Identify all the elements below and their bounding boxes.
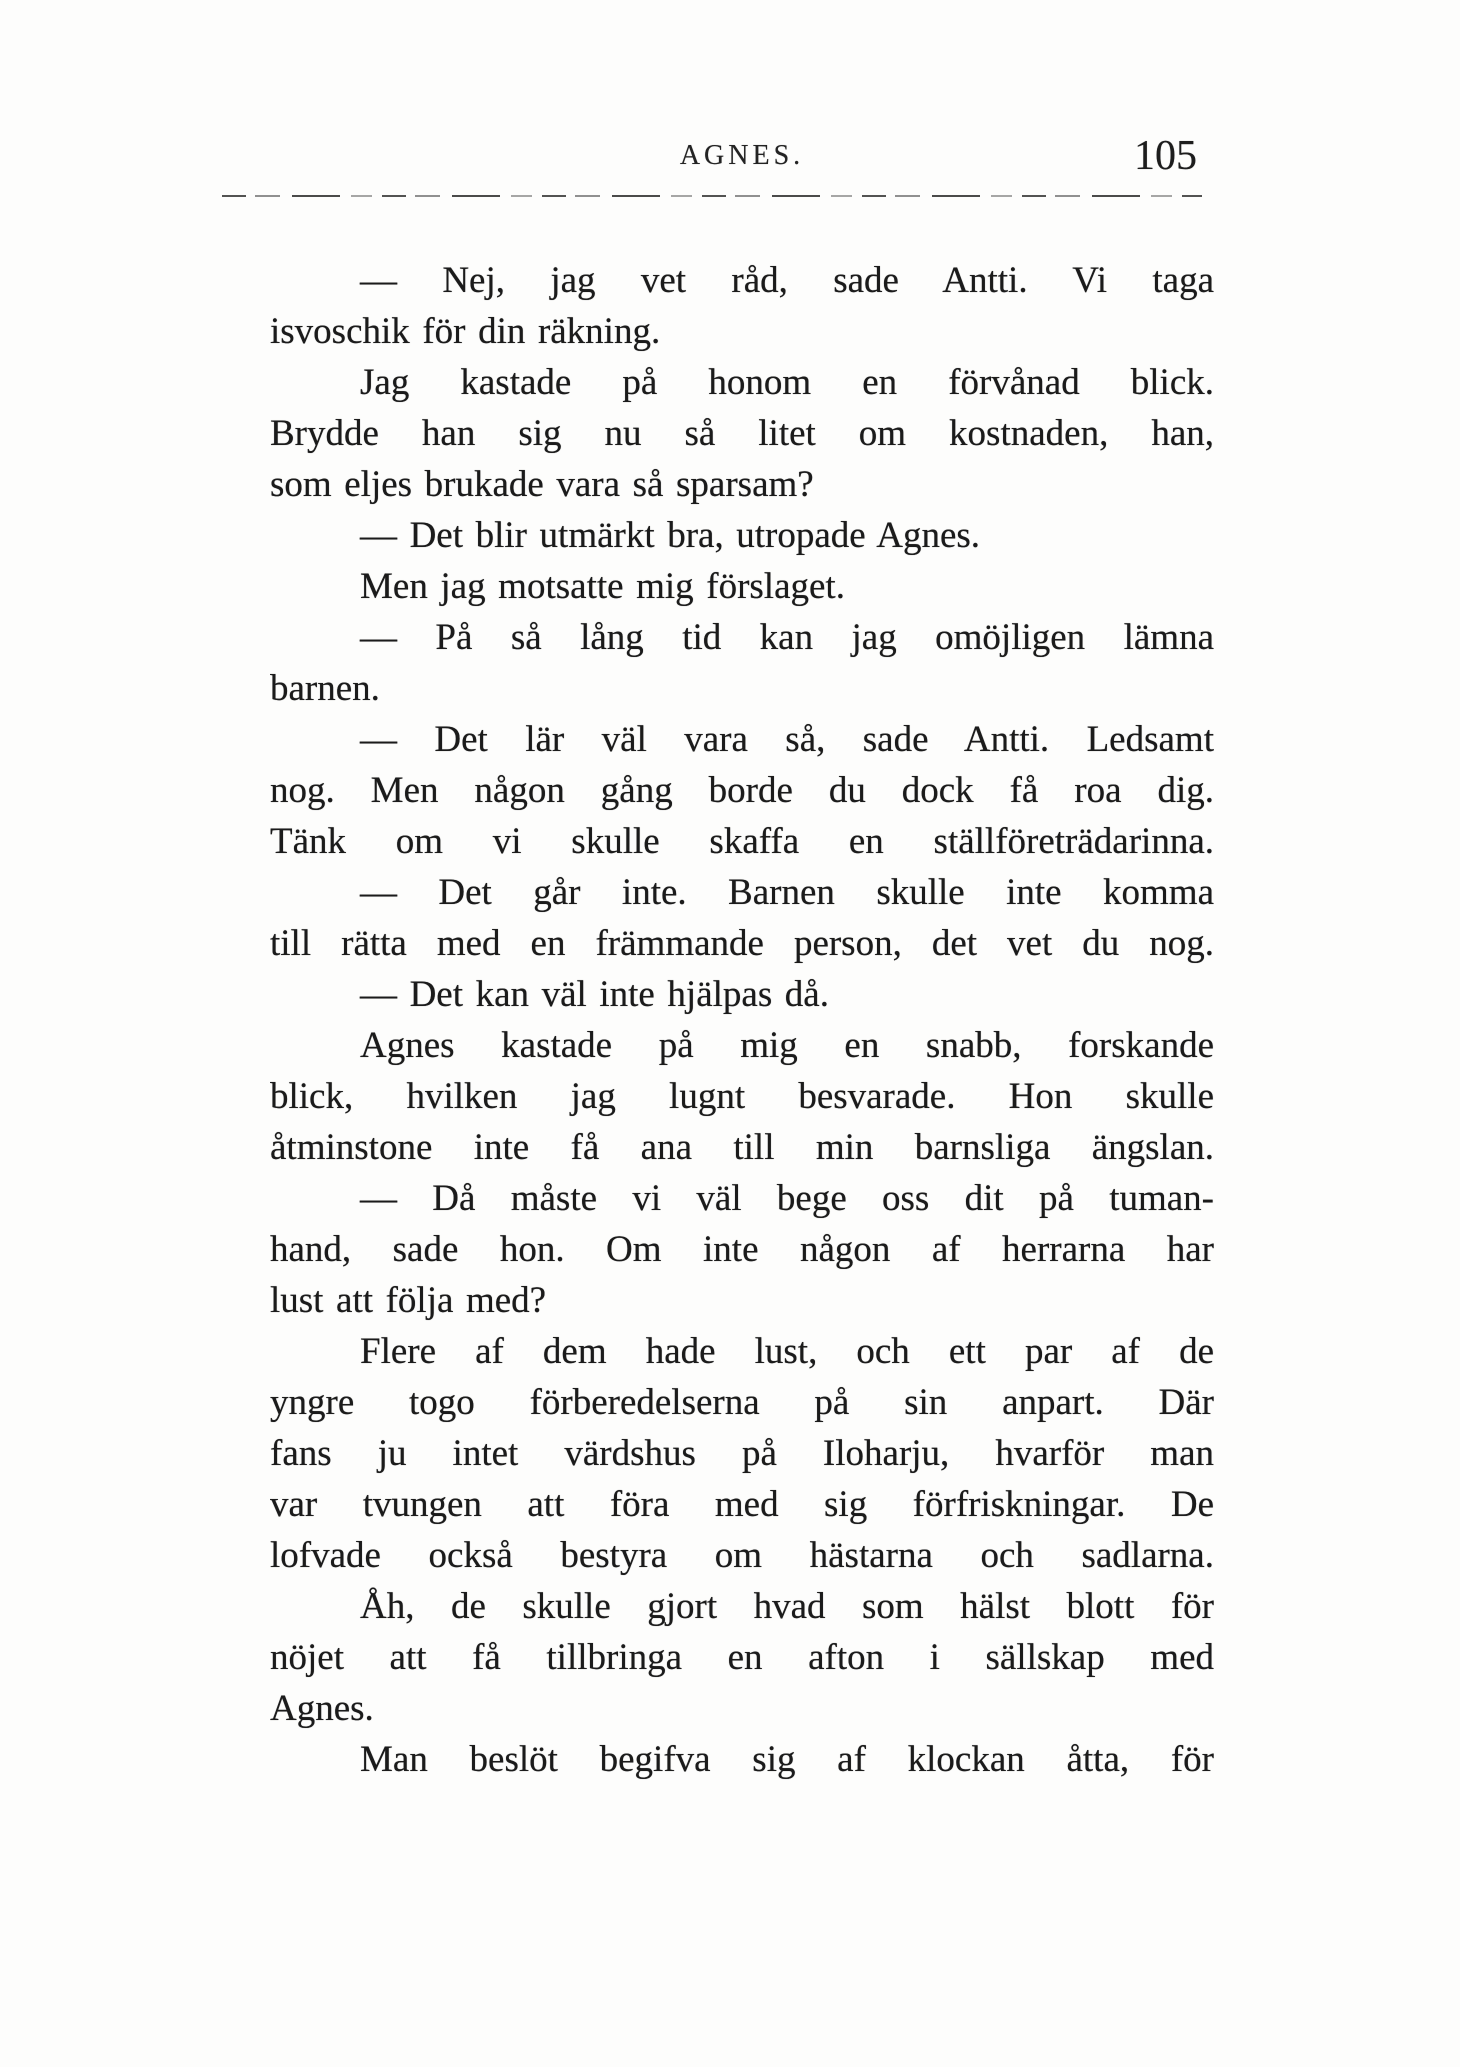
text-line: åtminstone inte få ana till min barnsliga ängslan. <box>270 1127 1214 1168</box>
text-line: barnen. <box>270 668 380 709</box>
page-title: AGNES. <box>679 140 805 171</box>
text-line: var tvungen att föra med sig förfriskningar. De <box>270 1484 1214 1525</box>
text-line: Tänk om vi skulle skaffa en ställföreträdarinna. <box>270 821 1214 862</box>
text-line: fans ju intet värdshus på Iloharju, hvarför man <box>270 1433 1214 1474</box>
text-line: — Då måste vi väl bege oss dit på tuman- <box>360 1178 1214 1219</box>
text-line: hand, sade hon. Om inte någon af herrarna har <box>270 1229 1214 1270</box>
text-line: yngre togo förberedelserna på sin anpart. Där <box>270 1382 1214 1423</box>
text-line: blick, hvilken jag lugnt besvarade. Hon skulle <box>270 1076 1214 1117</box>
text-line: lofvade också bestyra om hästarna och sadlarna. <box>270 1535 1214 1576</box>
text-line: Brydde han sig nu så litet om kostnaden, han, <box>270 413 1214 454</box>
text-line: — Nej, jag vet råd, sade Antti. Vi taga <box>360 260 1214 301</box>
text-line: — Det lär väl vara så, sade Antti. Ledsamt <box>360 719 1214 760</box>
text-line: Man beslöt begifva sig af klockan åtta, för <box>360 1739 1214 1780</box>
text-line: till rätta med en främmande person, det vet du nog. <box>270 923 1214 964</box>
text-line: — Det blir utmärkt bra, utropade Agnes. <box>360 515 981 556</box>
text-line: lust att följa med? <box>270 1280 547 1321</box>
text-line: — Det kan väl inte hjälpas då. <box>360 974 829 1015</box>
header-rule <box>222 194 1202 197</box>
body-text <box>270 255 1214 1785</box>
text-line: nöjet att få tillbringa en afton i sällskap med <box>270 1637 1214 1678</box>
text-line: Men jag motsatte mig förslaget. <box>360 566 845 607</box>
text-line: som eljes brukade vara så sparsam? <box>270 464 814 505</box>
text-line: Åh, de skulle gjort hvad som hälst blott för <box>360 1586 1214 1627</box>
text-line: — På så lång tid kan jag omöjligen lämna <box>360 617 1214 658</box>
page-number: 105 <box>1134 133 1197 179</box>
text-line: nog. Men någon gång borde du dock få roa dig. <box>270 770 1214 811</box>
text-line: Flere af dem hade lust, och ett par af de <box>360 1331 1214 1372</box>
running-header <box>0 0 1460 200</box>
text-line: — Det går inte. Barnen skulle inte komma <box>360 872 1214 913</box>
text-line: Agnes kastade på mig en snabb, forskande <box>360 1025 1214 1066</box>
text-line: Jag kastade på honom en förvånad blick. <box>360 362 1214 403</box>
text-line: isvoschik för din räkning. <box>270 311 661 352</box>
text-line: Agnes. <box>270 1688 374 1729</box>
